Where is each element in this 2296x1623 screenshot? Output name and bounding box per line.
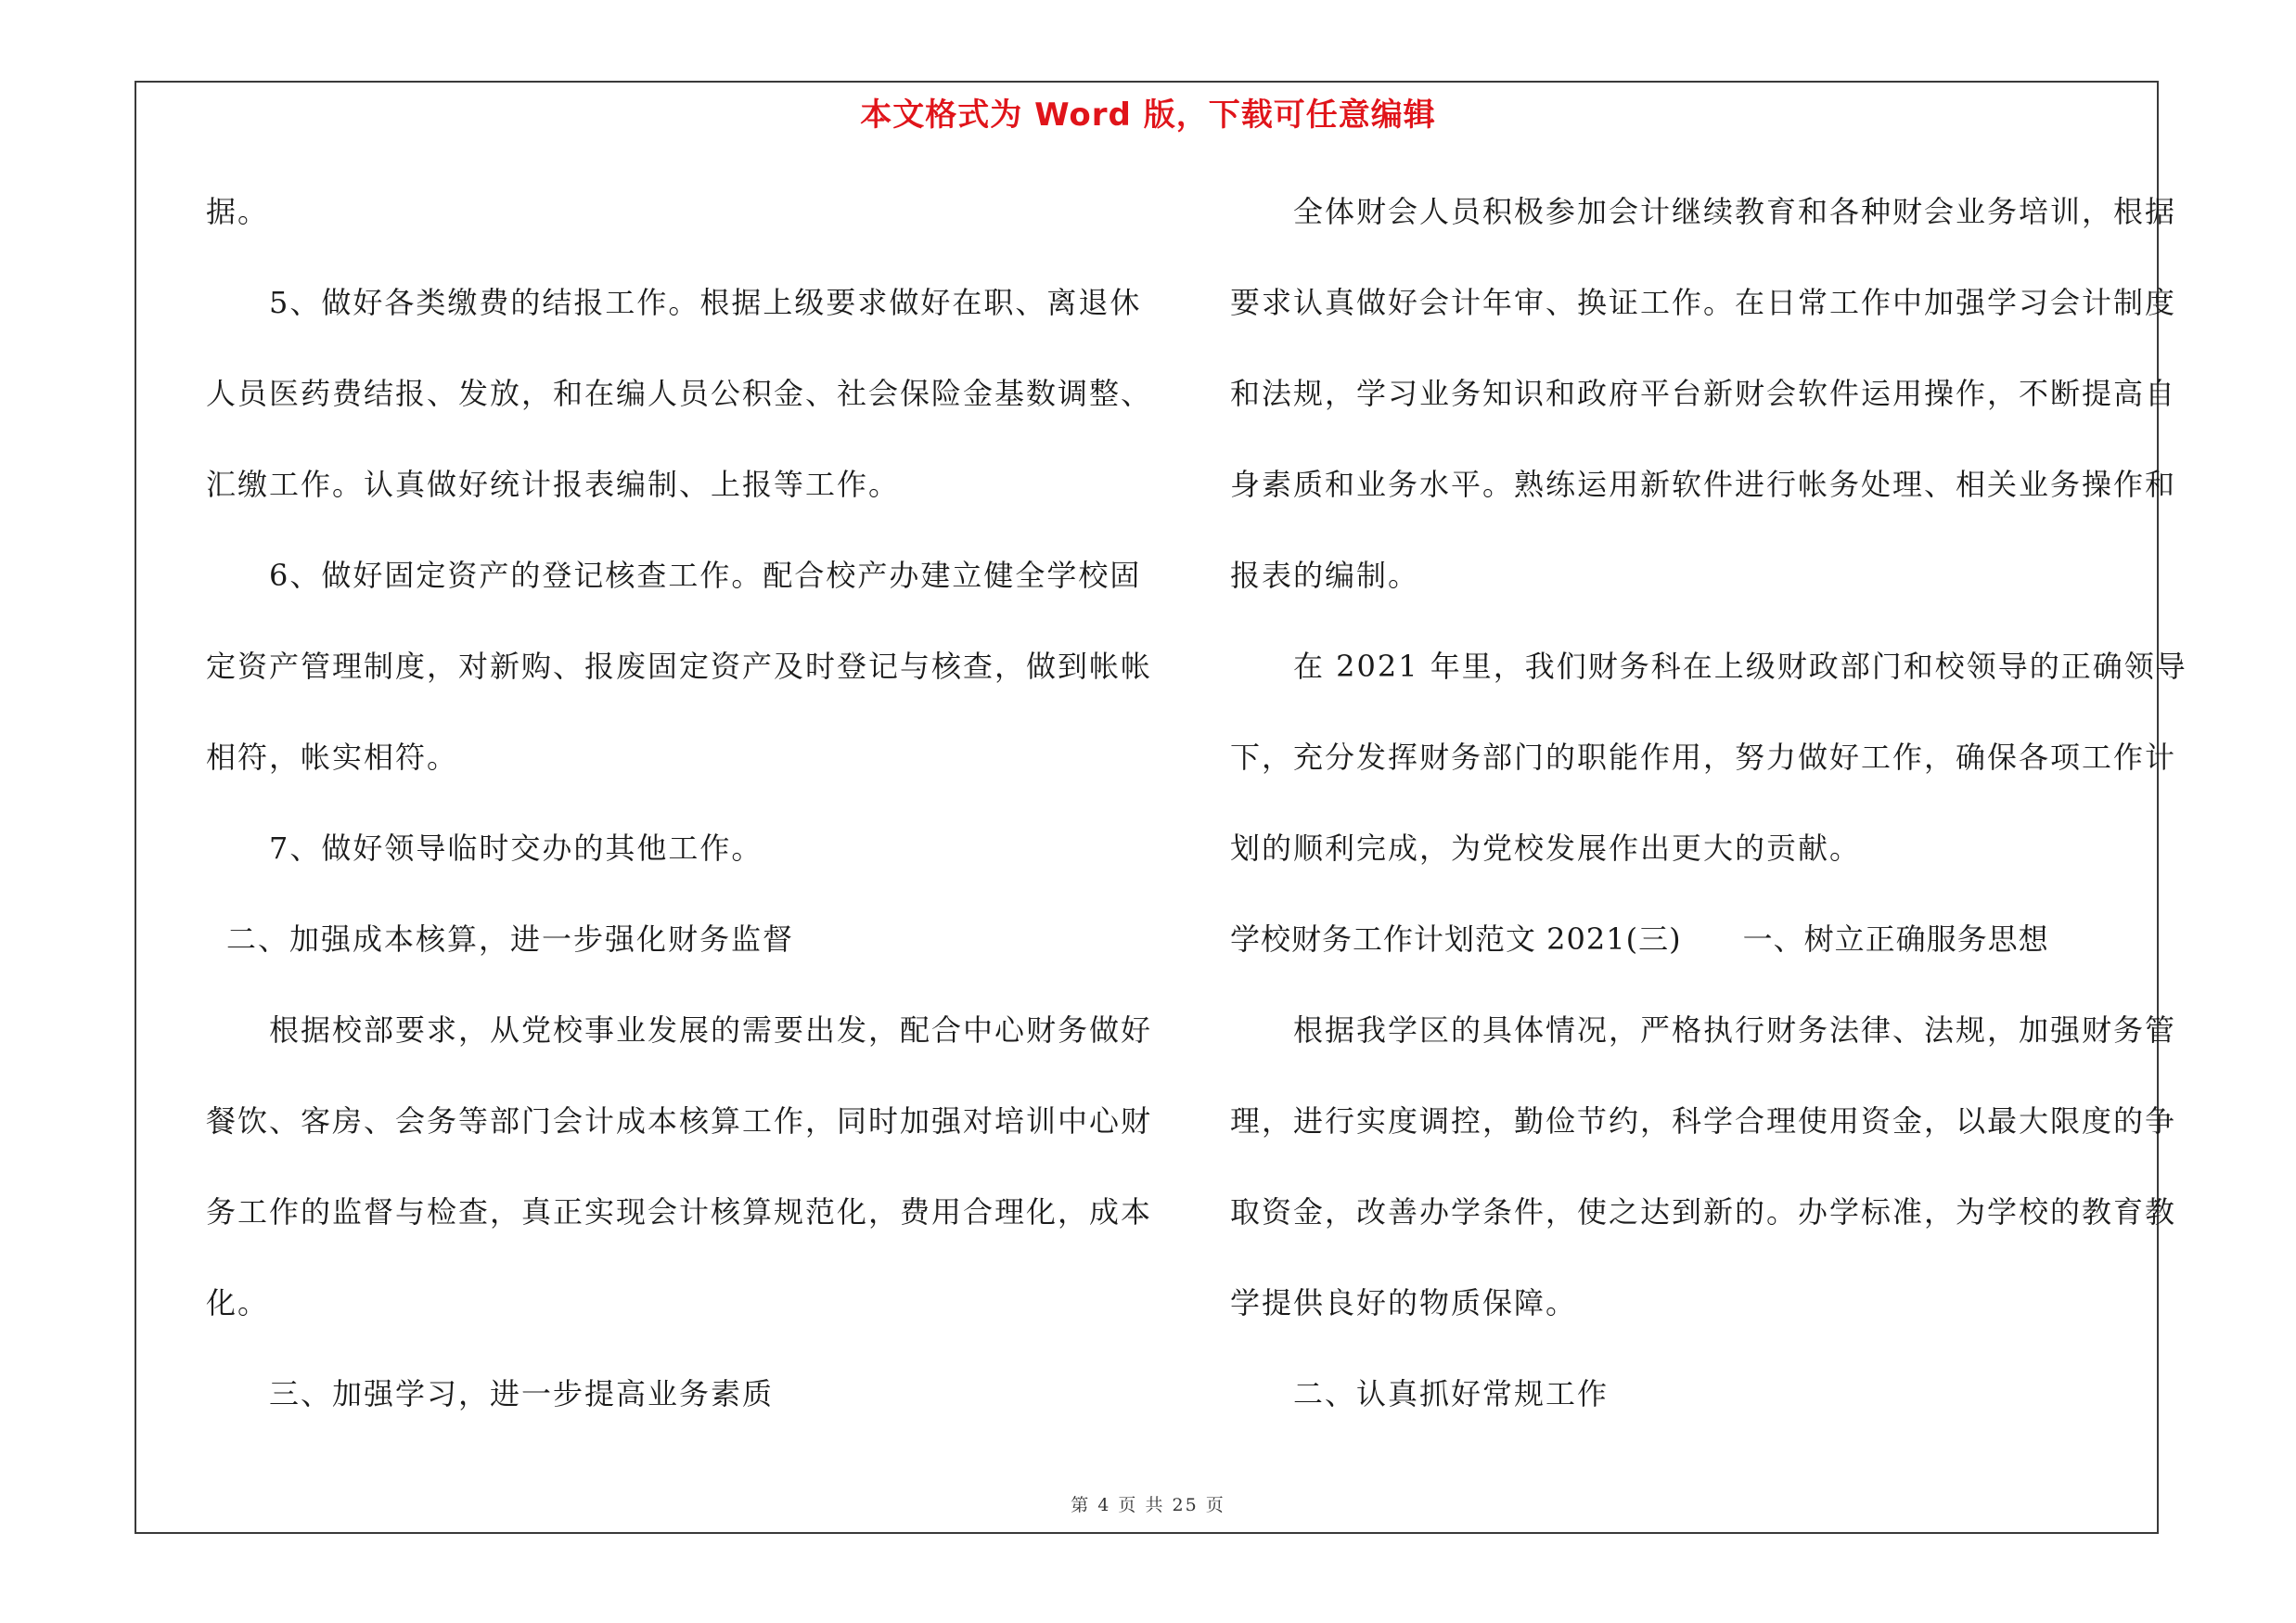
document-title-line: 学校财务工作计划范文 2021(三) 一、树立正确服务思想 — [1230, 921, 2049, 957]
paragraph-line: 据。 — [206, 194, 270, 229]
paragraph-line: 务工作的监督与检查，真正实现会计核算规范化，费用合理化，成本 — [206, 1194, 1153, 1230]
paragraph-line: 汇缴工作。认真做好统计报表编制、上报等工作。 — [206, 467, 901, 502]
left-column — [206, 184, 1153, 1457]
list-item-5: 5、做好各类缴费的结报工作。根据上级要求做好在职、离退休 — [269, 285, 1142, 320]
paragraph-line: 相符，帐实相符。 — [206, 740, 459, 775]
paragraph-line: 划的顺利完成，为党校发展作出更大的贡献。 — [1230, 831, 1862, 866]
section-heading: 二、认真抓好常规工作 — [1293, 1376, 1610, 1411]
paragraph-line: 化。 — [206, 1285, 270, 1320]
paragraph-line: 报表的编制。 — [1230, 558, 1420, 593]
paragraph-line: 取资金，改善办学条件，使之达到新的。办学标准，为学校的教育教 — [1230, 1194, 2177, 1230]
word-format-banner: 本文格式为 Word 版，下载可任意编辑 — [860, 97, 1436, 134]
paragraph-line: 在 2021 年里，我们财务科在上级财政部门和校领导的正确领导 — [1293, 649, 2187, 684]
section-heading-3: 三、加强学习，进一步提高业务素质 — [269, 1376, 775, 1411]
right-column — [1230, 184, 2187, 1457]
page-number-footer: 第 4 页 共 25 页 — [1071, 1495, 1225, 1515]
paragraph-line: 根据校部要求，从党校事业发展的需要出发，配合中心财务做好 — [269, 1012, 1153, 1048]
paragraph-line: 下，充分发挥财务部门的职能作用，努力做好工作，确保各项工作计 — [1230, 740, 2177, 775]
paragraph-line: 根据我学区的具体情况，严格执行财务法律、法规，加强财务管 — [1293, 1012, 2177, 1048]
list-item-6: 6、做好固定资产的登记核查工作。配合校产办建立健全学校固 — [269, 558, 1142, 593]
paragraph-line: 餐饮、客房、会务等部门会计成本核算工作，同时加强对培训中心财 — [206, 1103, 1153, 1139]
paragraph-line: 全体财会人员积极参加会计继续教育和各种财会业务培训，根据 — [1293, 194, 2177, 229]
list-item-7: 7、做好领导临时交办的其他工作。 — [269, 831, 763, 866]
paragraph-line: 人员医药费结报、发放，和在编人员公积金、社会保险金基数调整、 — [206, 376, 1153, 411]
section-heading-2: 二、加强成本核算，进一步强化财务监督 — [226, 921, 795, 957]
paragraph-line: 学提供良好的物质保障。 — [1230, 1285, 1578, 1320]
paragraph-line: 定资产管理制度，对新购、报废固定资产及时登记与核查，做到帐帐 — [206, 649, 1153, 684]
paragraph-line: 和法规，学习业务知识和政府平台新财会软件运用操作，不断提高自 — [1230, 376, 2177, 411]
paragraph-line: 理，进行实度调控，勤俭节约，科学合理使用资金，以最大限度的争 — [1230, 1103, 2177, 1139]
paragraph-line: 身素质和业务水平。熟练运用新软件进行帐务处理、相关业务操作和 — [1230, 467, 2177, 502]
paragraph-line: 要求认真做好会计年审、换证工作。在日常工作中加强学习会计制度 — [1230, 285, 2177, 320]
